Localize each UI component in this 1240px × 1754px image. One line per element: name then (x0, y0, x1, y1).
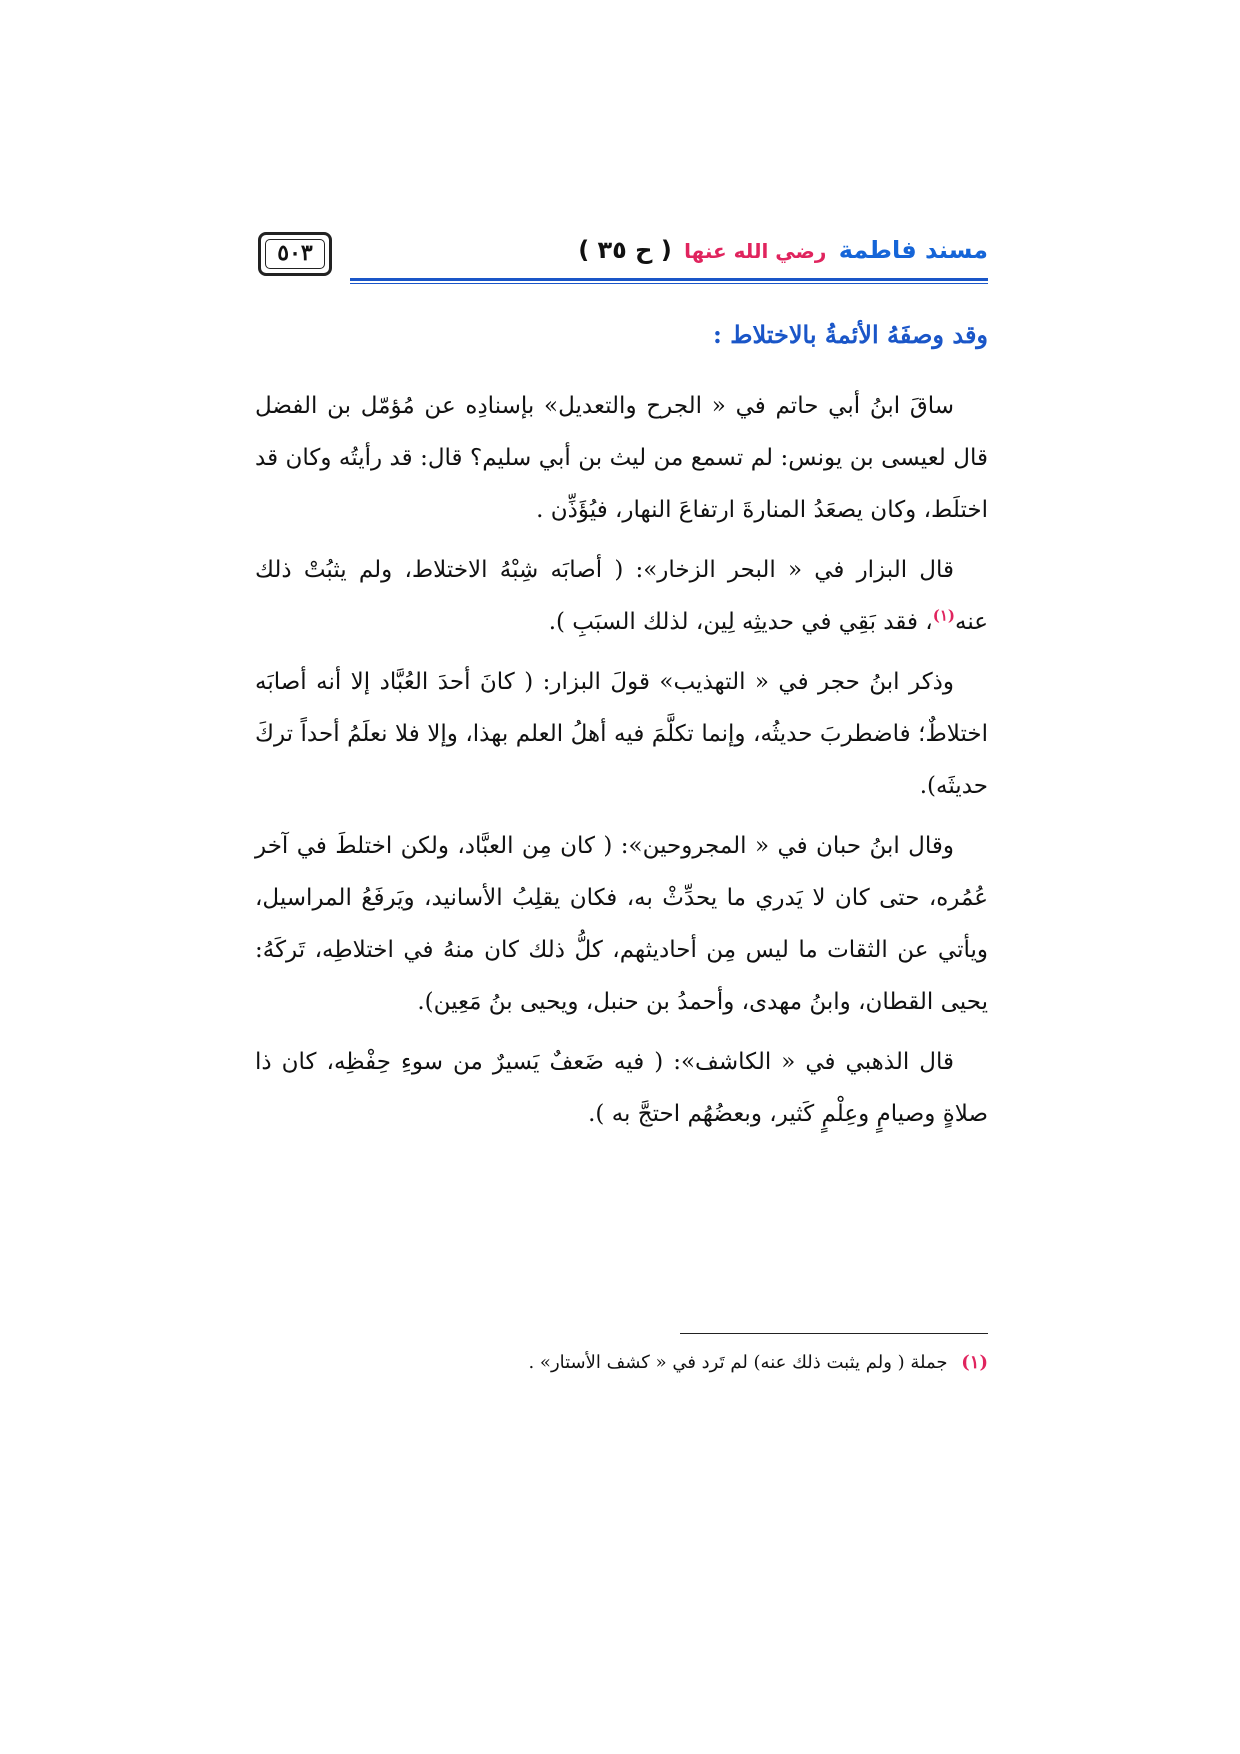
hadith-reference: ( ح ٣٥ ) (578, 236, 672, 264)
header-rule (350, 278, 988, 281)
paragraph-2 (255, 544, 988, 648)
page-number: ٥٠٣ (277, 240, 313, 266)
paragraph-2-continuation: ، فقد بَقِي في حديثِه لِين، لذلك السبَبِ ). (548, 609, 933, 635)
footnote-marker[interactable]: (١) (932, 606, 955, 625)
honorific-glyph: رضي الله عنها (684, 239, 827, 263)
footnote (528, 1352, 988, 1373)
page-header (258, 232, 988, 292)
header-rule-thin (350, 283, 988, 284)
paragraph-5: قال الذهبي في « الكاشف»: ( فيه ضَعفٌ يَسيرٌ من سوءِ حِفْظِه، كان ذا صلاةٍ وصيامٍ وعِلْمٍ كَثير، وبعضُهُم احتجَّ به ). (255, 1049, 988, 1127)
paragraph-3: وذكر ابنُ حجر في « التهذيب» قولَ البزار: ( كانَ أحدَ العُبَّاد إلا أنه أصابَه اختلاطٌ؛ فاضطربَ حديثُه، وإنما تكلَّمَ فيه أهلُ العلم بهذا، وإلا فلا نعلَمُ أحداً تركَ حديثَه). (255, 669, 988, 799)
paragraph-4: وقال ابنُ حبان في « المجروحين»: ( كان مِن العبَّاد، ولكن اختلطَ في آخر عُمُره، حتى كان لا يَدري ما يحدِّثْ به، فكان يقلِبُ الأسانيد، ويَرفَعُ المراسيل، ويأتي عن الثقات ما ليس مِن أحاديثهم، كلُّ ذلك كان منهُ في اختلاطِه، تَركَهُ: يحيى القطان، وابنُ مهدى، وأحمدُ بن حنبل، ويحيى بنُ مَعِين). (255, 833, 988, 1015)
footnote-separator (680, 1333, 988, 1334)
section-heading: وقد وصفَهُ الأئمةُ بالاختلاط : (713, 320, 988, 349)
page-number-frame (258, 232, 332, 276)
body-text (255, 380, 988, 1148)
paragraph-1: ساقَ ابنُ أبي حاتم في « الجرح والتعديل» بإسنادِه عن مُؤمّل بن الفضل قال لعيسى بن يونس: لم تسمع من ليث بن أبي سليم؟ قال: قد رأيتُه وكان قد اختلَط، وكان يصعَدُ المنارةَ ارتفاعَ النهار، فيُؤَذِّن . (255, 393, 988, 523)
footnote-number: (١) (961, 1352, 988, 1373)
book-title: مسند فاطمة (838, 236, 988, 264)
paragraph-2-text: قال البزار في « البحر الزخار»: ( أصابَه شِبْهُ الاختلاط، ولم يثبُتْ ذلك عنه (255, 557, 988, 635)
footnote-text: جملة ( ولم يثبت ذلك عنه) لم تَرد في « كشف الأستار» . (528, 1352, 948, 1373)
running-title (578, 236, 988, 264)
